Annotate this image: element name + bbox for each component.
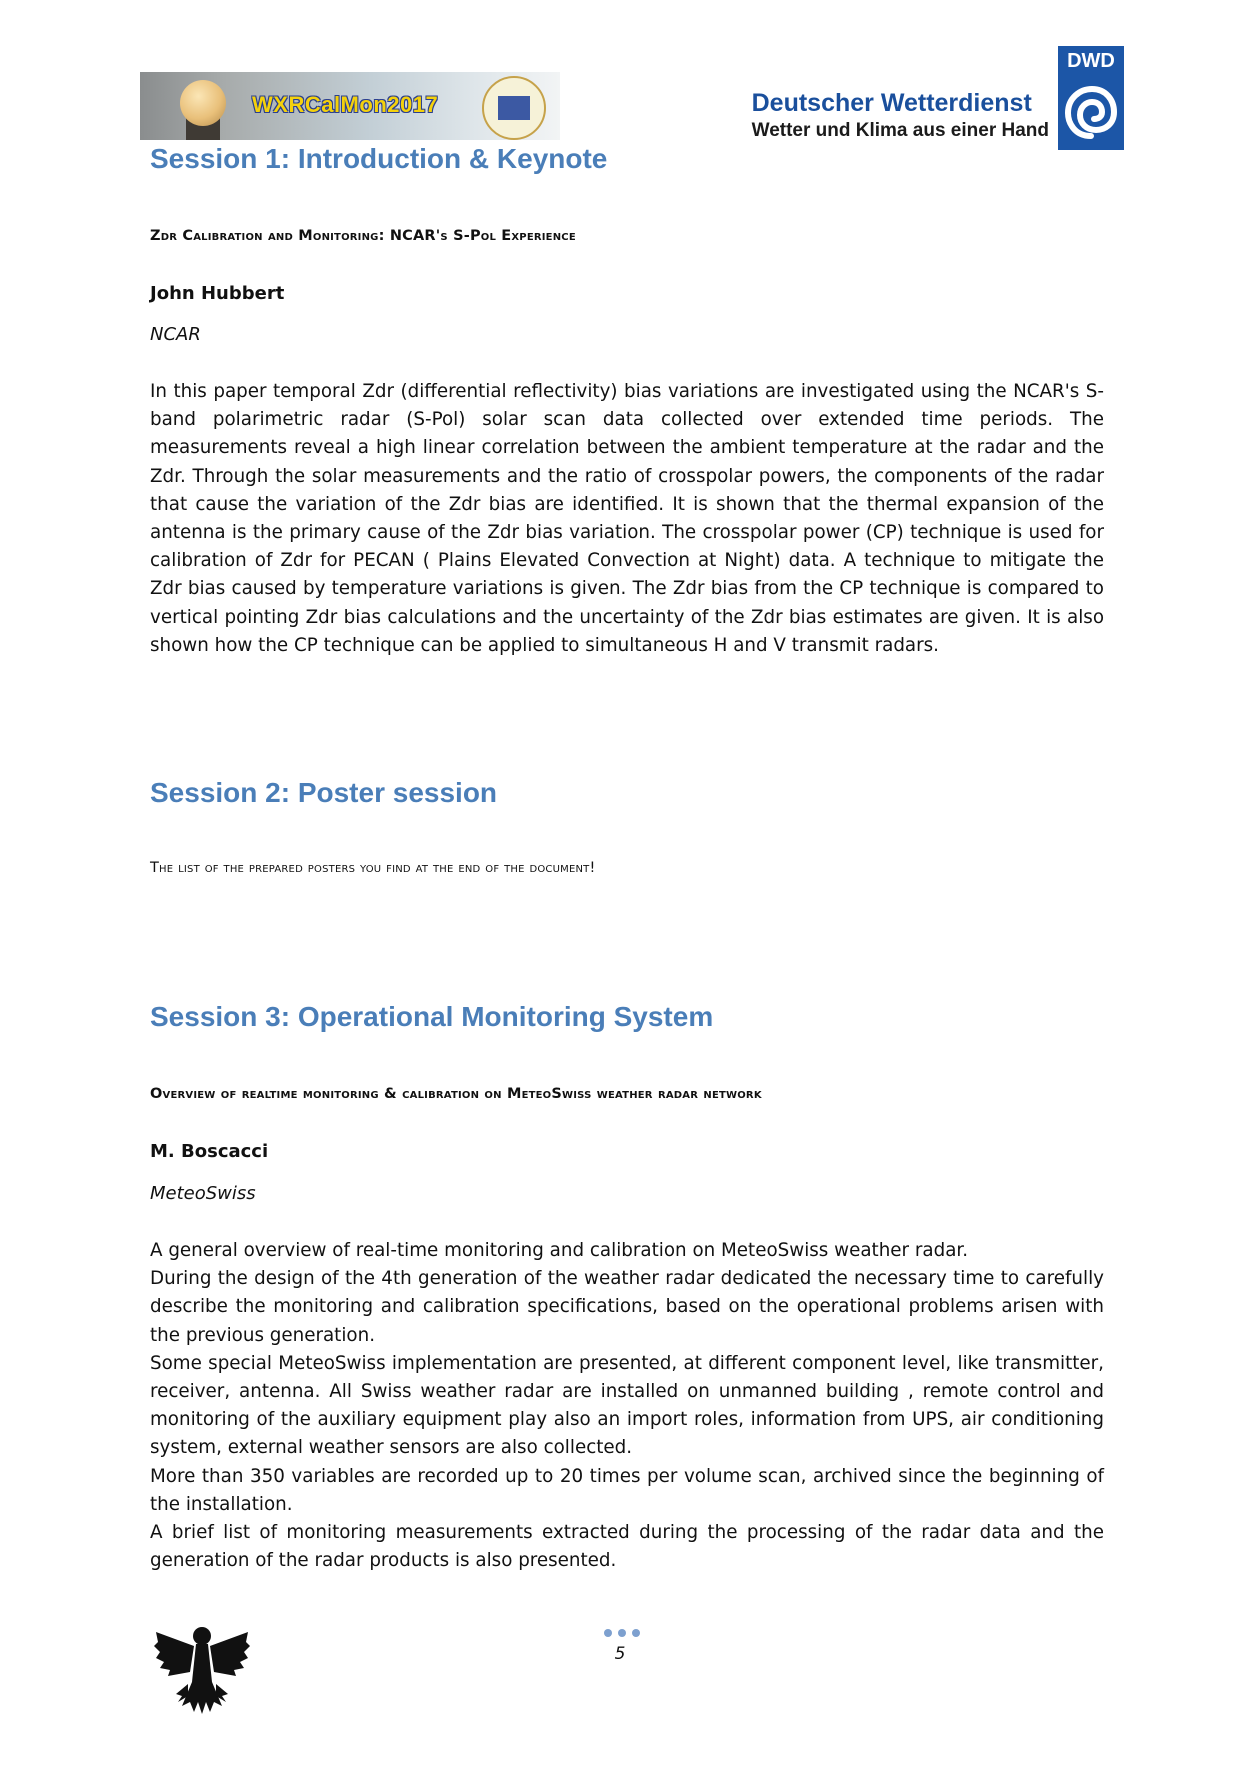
banner-title: WXRCalMon2017 [252,92,439,117]
session-1-affiliation: NCAR [150,324,201,345]
conference-seal-icon [482,76,546,140]
org-tagline: Wetter und Klima aus einer Hand [751,120,1049,141]
session-3-author: M. Boscacci [150,1141,269,1162]
spiral-icon [1064,84,1118,142]
abstract-paragraph: More than 350 variables are recorded up to 20 times per volume scan, archived since the beginning of the installation. [150,1465,1104,1515]
session-3-affiliation: MeteoSwiss [150,1183,256,1204]
session-2-title: Session 2: Poster session [150,777,498,808]
abstract-paragraph: Some special MeteoSwiss implementation are presented, at different component level, like transmitter, receiver, antenna. All Swiss weather radar are installed on unmanned building , remote control and monitoring of the auxiliary equipment play also an import roles, information from UPS, air conditioning system, external weather sensors are also collected. [150,1352,1104,1459]
dwd-logo [1058,46,1124,150]
dwd-logo-text: DWD [1067,50,1115,72]
page-number: 5 [614,1644,626,1664]
session-1-paper-title: Zdr Calibration and Monitoring: NCAR's S-Pol Experience [150,228,576,244]
page-dots-icon [603,1628,643,1638]
abstract-paragraph: A general overview of real-time monitoring and calibration on MeteoSwiss weather radar. [150,1240,969,1261]
abstract-paragraph: During the design of the 4th generation of the weather radar dedicated the necessary time to carefully describe the monitoring and calibration specifications, based on the operational problems arisen with the previous generation. [150,1268,1104,1346]
poster-notice: The list of the prepared posters you find at the end of the document! [150,860,596,876]
session-1-abstract [150,378,1104,660]
session-3-title: Session 3: Operational Monitoring System [150,1001,714,1032]
org-name: Deutscher Wetterdienst [751,89,1032,117]
abstract-paragraph: A brief list of monitoring measurements extracted during the processing of the radar data and the generation of the radar products is also presented. [150,1522,1104,1572]
radar-dome-graphic [180,80,226,126]
session-3-abstract [150,1237,1104,1575]
session-3-paper-title: Overview of realtime monitoring & calibration on MeteoSwiss weather radar network [150,1086,762,1102]
org-wordmark [752,88,1049,144]
session-1-title: Session 1: Introduction & Keynote [150,143,608,174]
abstract-paragraph: In this paper temporal Zdr (differential reflectivity) bias variations are investigated using the NCAR's S-band polarimetric radar (S-Pol) solar scan data collected over extended time periods. The measurements reveal a high linear correlation between the ambient temperature at the radar and the Zdr. Through the solar measurements and the ratio of crosspolar powers, the components of the radar that cause the variation of the Zdr bias are identified. It is shown that the thermal expansion of the antenna is the primary cause of the Zdr bias variation. The crosspolar power (CP) technique is used for calibration of Zdr for PECAN ( Plains Elevated Convection at Night) data. A technique to mitigate the Zdr bias caused by temperature variations is given. The Zdr bias from the CP technique is compared to vertical pointing Zdr bias calculations and the uncertainty of the Zdr bias estimates are given. It is also shown how the CP technique can be applied to simultaneous H and V transmit radars. [150,381,1104,656]
conference-banner [140,72,560,140]
session-1-author: John Hubbert [150,283,285,304]
federal-eagle-icon [152,1622,252,1718]
